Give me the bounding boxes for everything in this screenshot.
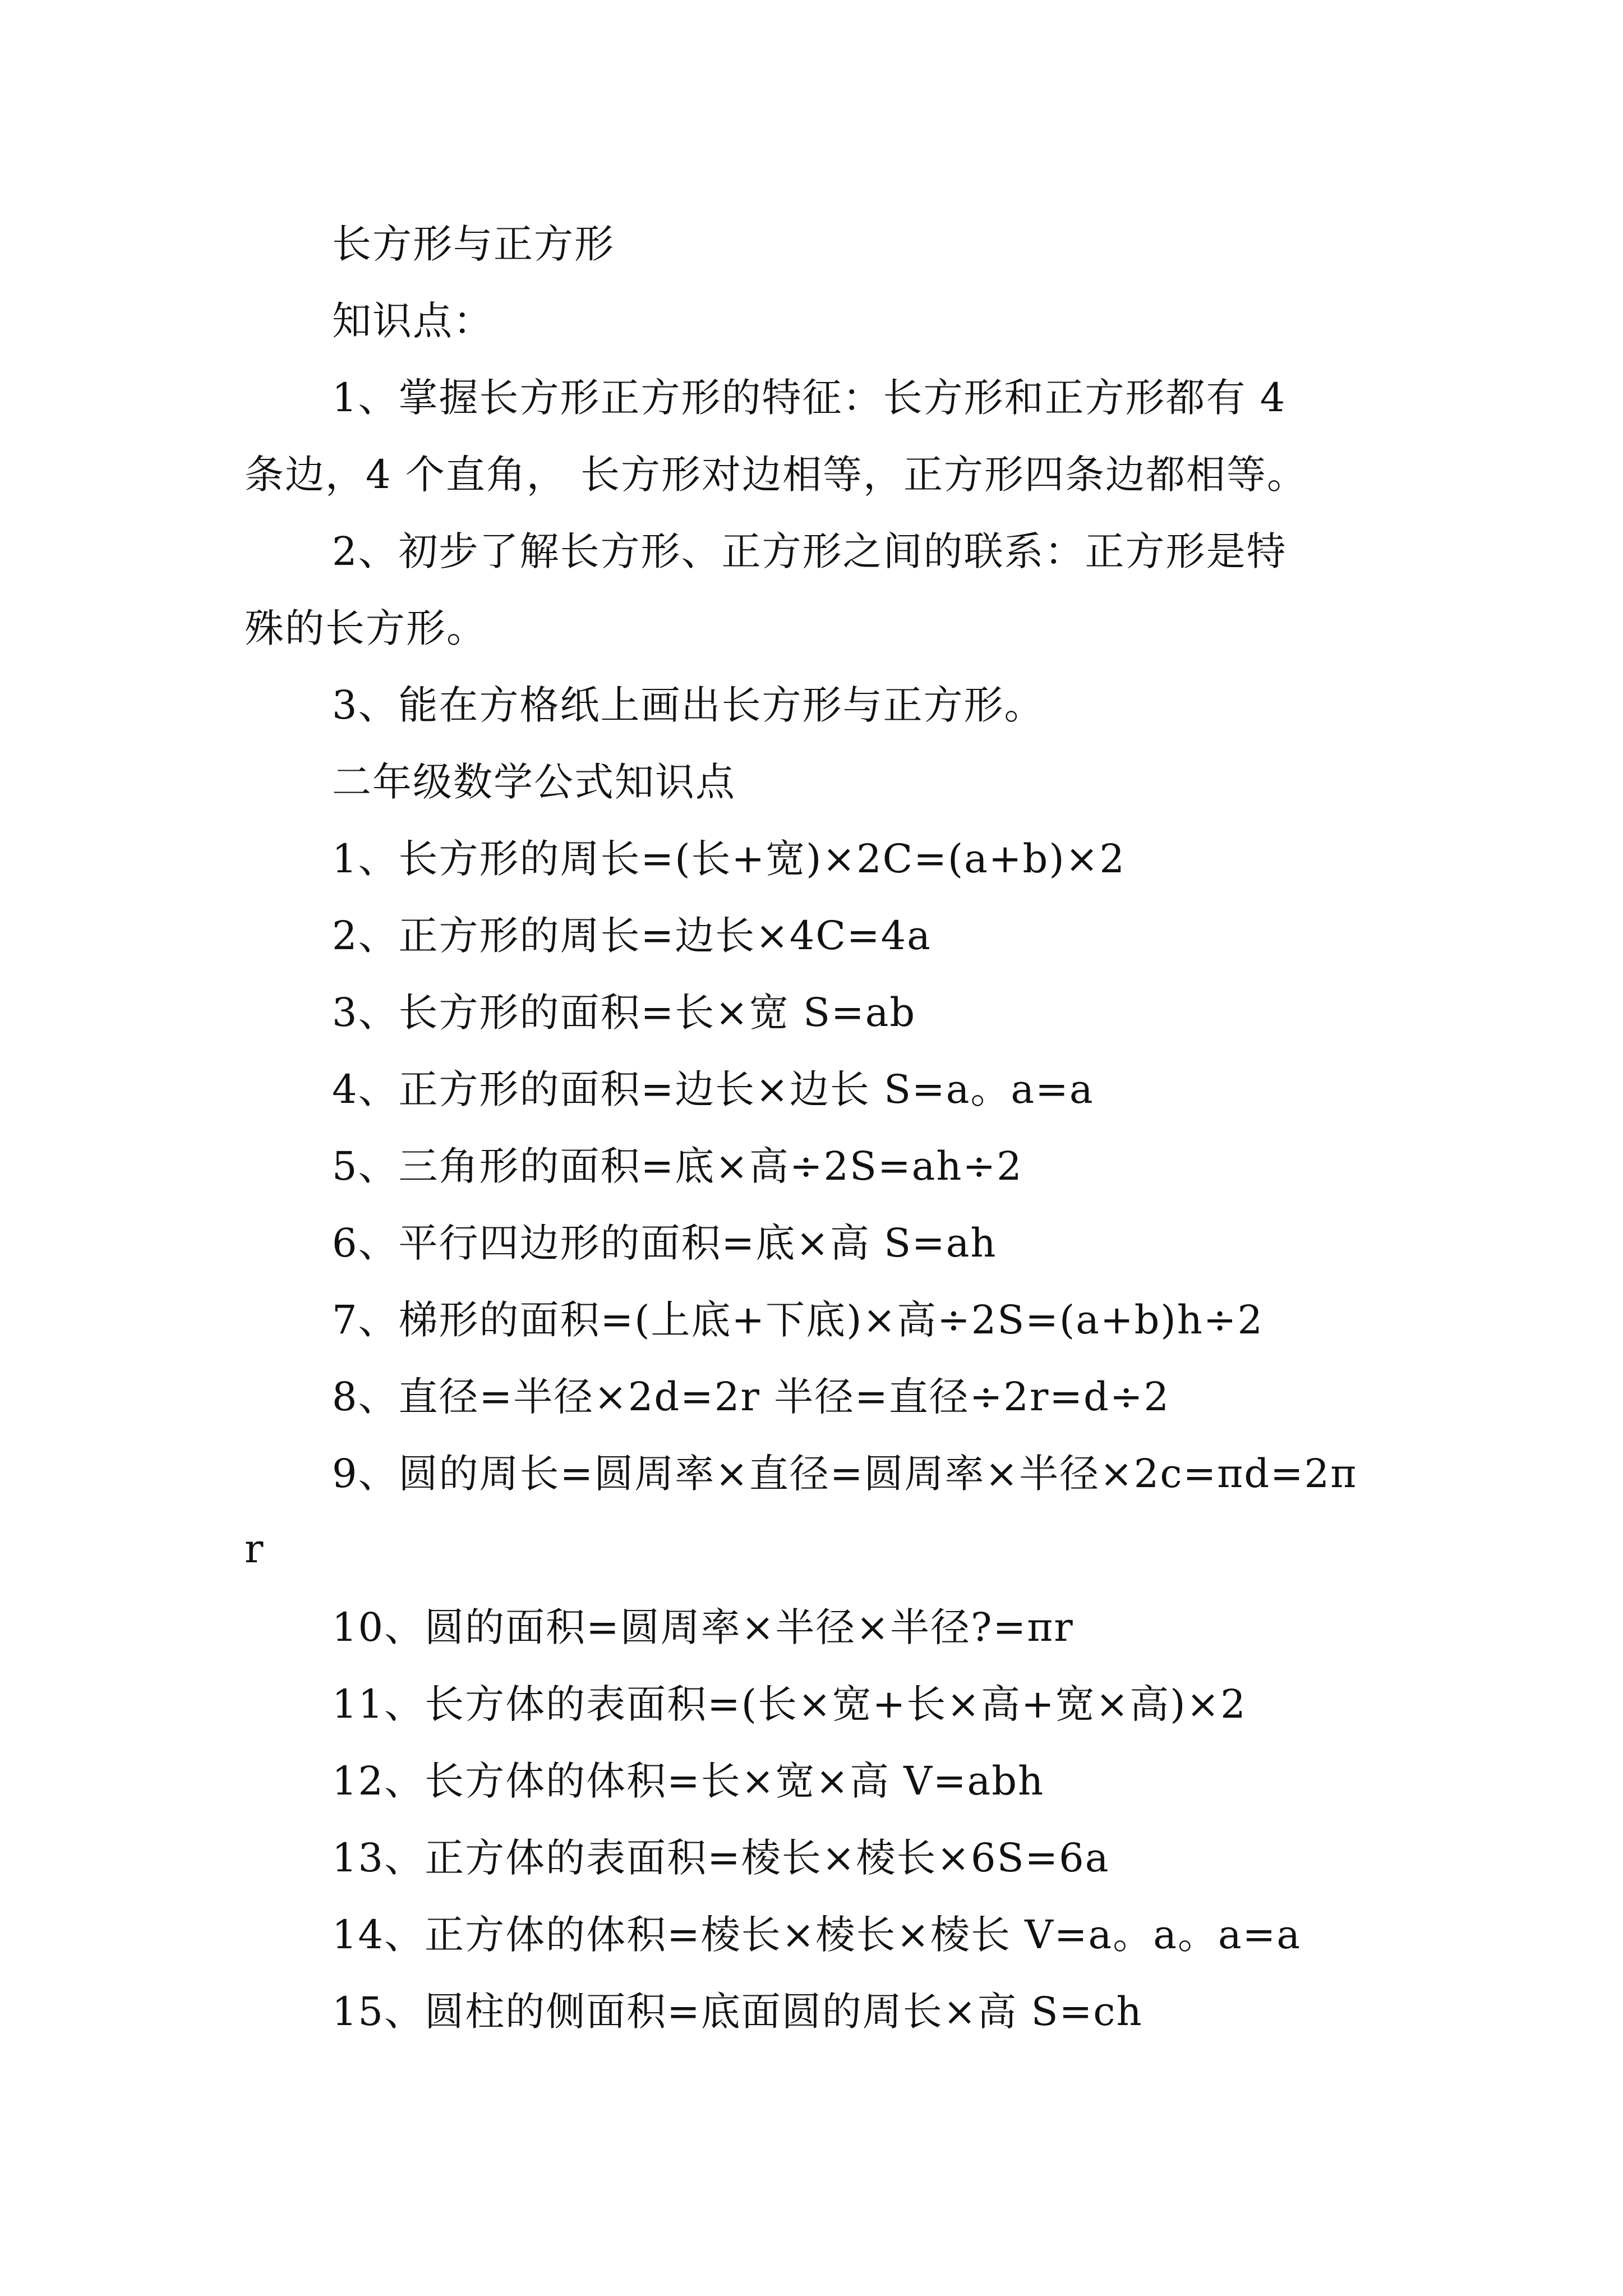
formula-item: 11、长方体的表面积=(长×宽+长×高+宽×高)×2	[332, 1681, 1247, 1727]
formula-item: 1、长方形的周长=(长+宽)×2C=(a+b)×2	[332, 836, 1126, 882]
formula-item: 12、长方体的体积=长×宽×高 V=abh	[332, 1758, 1045, 1804]
formula-item: 9、圆的周长=圆周率×直径=圆周率×半径×2c=πd=2π	[332, 1451, 1358, 1497]
knowledge-point-2: 2、初步了解长方形、正方形之间的联系：正方形是特	[332, 528, 1287, 574]
formula-heading: 二年级数学公式知识点	[332, 759, 736, 805]
formula-item: 7、梯形的面积=(上底+下底)×高÷2S=(a+b)h÷2	[332, 1297, 1264, 1343]
document-title: 长方形与正方形	[332, 221, 615, 267]
formula-item: 13、正方体的表面积=棱长×棱长×6S=6a	[332, 1835, 1110, 1881]
formula-item: 10、圆的面积=圆周率×半径×半径?=πr	[332, 1604, 1074, 1650]
formula-item: 3、长方形的面积=长×宽 S=ab	[332, 990, 916, 1036]
formula-item: 5、三角形的面积=底×高÷2S=ah÷2	[332, 1143, 1023, 1189]
formula-item: 14、正方体的体积=棱长×棱长×棱长 V=a。a。a=a	[332, 1912, 1302, 1958]
knowledge-point-3: 3、能在方格纸上画出长方形与正方形。	[332, 682, 1045, 728]
formula-item: 6、平行四边形的面积=底×高 S=ah	[332, 1220, 997, 1266]
formula-item-cont: r	[245, 1526, 265, 1572]
formula-item: 8、直径=半径×2d=2r 半径=直径÷2r=d÷2	[332, 1374, 1170, 1420]
formula-item: 2、正方形的周长=边长×4C=4a	[332, 913, 932, 959]
knowledge-point-2-cont: 殊的长方形。	[245, 605, 487, 651]
knowledge-heading: 知识点：	[332, 298, 494, 344]
formula-item: 15、圆柱的侧面积=底面圆的周长×高 S=ch	[332, 1989, 1143, 2035]
knowledge-point-1: 1、掌握长方形正方形的特征：长方形和正方形都有 4	[332, 375, 1287, 421]
formula-item: 4、正方形的面积=边长×边长 S=a。a=a	[332, 1066, 1094, 1112]
knowledge-point-1-cont: 条边，4 个直角， 长方形对边相等，正方形四条边都相等。	[245, 452, 1308, 498]
